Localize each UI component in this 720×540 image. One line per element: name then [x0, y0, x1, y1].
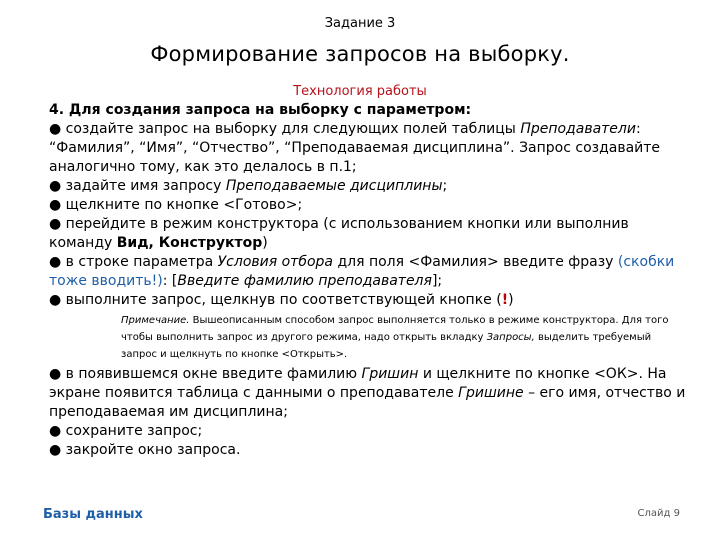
step-set-parameter — [49, 253, 689, 291]
note-text: выделить требуемый запрос и щелкнуть по кнопке <Открыть>. — [121, 332, 652, 360]
step-text: выполните запрос, щелкнув по соответствующей кнопке ( — [61, 292, 502, 308]
bullet-icon: ● — [49, 197, 62, 213]
step-text: и щелкните по кнопке <ОК>. На экране появится таблица с данными о преподавателе — [49, 366, 667, 401]
bullet-icon: ● — [49, 216, 62, 232]
step-text: ) — [508, 292, 514, 308]
bullet-icon: ● — [49, 366, 62, 382]
step-text: закройте окно запроса. — [61, 442, 241, 458]
note-label: Примечание. — [121, 315, 190, 326]
slide-title: Формирование запросов на выборку. — [150, 42, 570, 66]
run-icon: ! — [501, 292, 509, 308]
step-text: : [ — [162, 273, 178, 289]
step-text: перейдите в режим конструктора (с использованием кнопки или выполнив команду — [49, 216, 629, 251]
footer-course-title: Базы данных — [43, 507, 143, 522]
step-text: ; — [442, 178, 448, 194]
table-name: Преподаватели — [520, 121, 636, 137]
step-text: создайте запрос на выборку для следующих полей таблицы — [61, 121, 521, 137]
surname: Гришине — [458, 385, 524, 401]
parameter-prompt: Введите фамилию преподавателя — [177, 273, 432, 289]
bullet-icon: ● — [49, 292, 62, 308]
bullet-icon: ● — [49, 121, 62, 137]
step-text: щелкните по кнопке <Готово>; — [61, 197, 303, 213]
step-enter-surname — [49, 365, 689, 422]
note — [121, 312, 689, 363]
step-create-query — [49, 120, 689, 177]
surname: Гришин — [361, 366, 419, 382]
note-text: Вышеописанным способом запрос выполняется только в режиме конструктора. Для того чтобы выполнить запрос из другого режима, надо открыть вкладку — [121, 315, 669, 343]
instructions-body — [49, 101, 689, 460]
step-text: ]; — [431, 273, 443, 289]
instructions-heading: 4. Для создания запроса на выборку с параметром: — [49, 102, 472, 118]
step-click-done — [49, 196, 689, 215]
section-caption: Технология работы — [293, 84, 427, 99]
bullet-icon: ● — [49, 254, 62, 270]
bullet-icon: ● — [49, 423, 62, 439]
step-text: – его имя, отчество и преподаваемая им дисциплина; — [49, 385, 686, 420]
step-name-query — [49, 177, 689, 196]
step-text: : “Фамилия”, “Имя”, “Отчество”, “Преподаваемая дисциплина”. Запрос создавайте аналогично тому, как это делалось в п.1; — [49, 121, 661, 175]
criteria-row-name: Условия отбора — [217, 254, 333, 270]
step-text: в строке параметра — [61, 254, 218, 270]
task-label: Задание 3 — [324, 16, 396, 31]
step-save-query — [49, 422, 689, 441]
step-text: ) — [262, 235, 268, 251]
bullet-icon: ● — [49, 178, 62, 194]
step-close-query — [49, 441, 689, 460]
step-text: сохраните запрос; — [61, 423, 203, 439]
step-text: задайте имя запросу — [61, 178, 226, 194]
slide-number: Слайд 9 — [637, 508, 680, 519]
tab-name: Запросы, — [486, 332, 535, 343]
step-text: для поля <Фамилия> введите фразу — [333, 254, 618, 270]
menu-command: Вид, Конструктор — [116, 235, 263, 251]
brackets-hint: (скобки тоже вводить!) — [49, 254, 675, 289]
query-name: Преподаваемые дисциплины — [225, 178, 443, 194]
bullet-icon: ● — [49, 442, 62, 458]
step-design-mode — [49, 215, 689, 253]
step-text: в появившемся окне введите фамилию — [61, 366, 362, 382]
step-run-query — [49, 291, 689, 310]
